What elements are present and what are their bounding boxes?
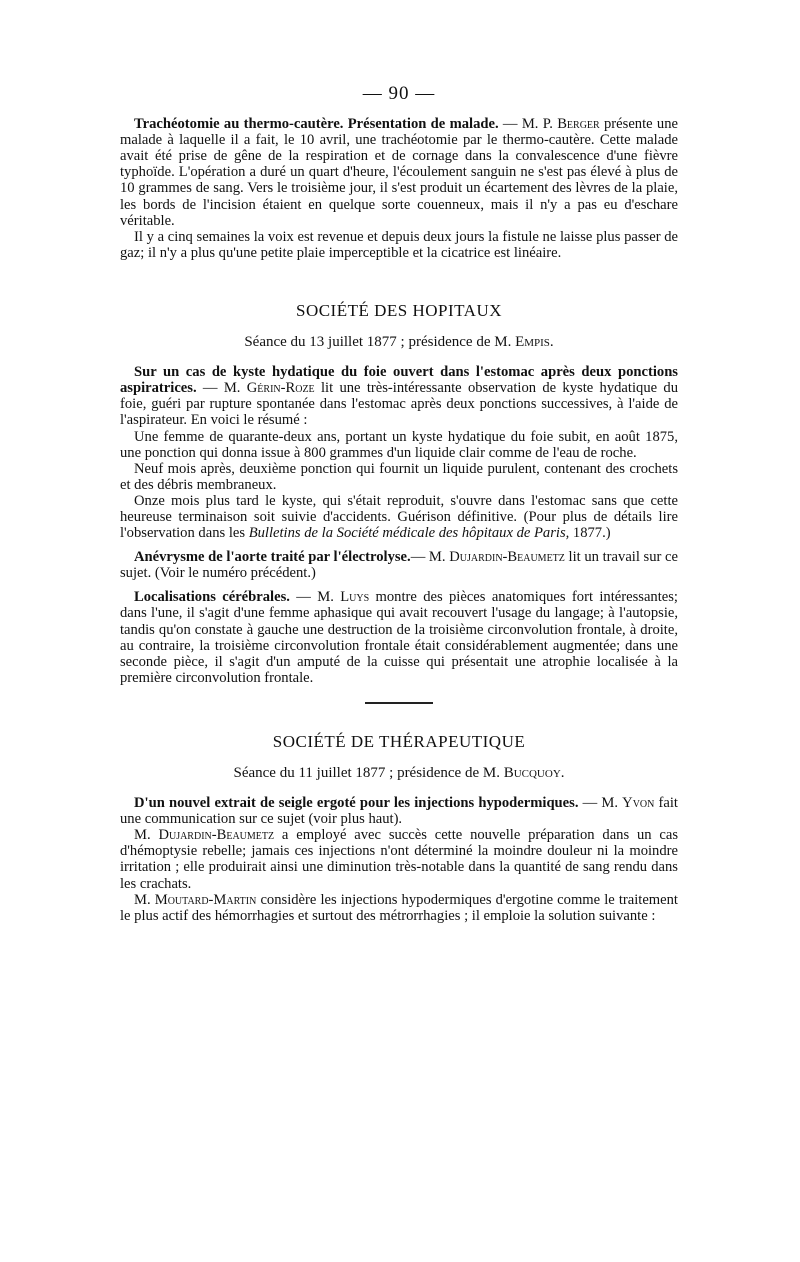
paragraph: M. Dujardin-Beaumetz a employé avec succès cette nouvelle préparation dans un cas d'hémoptysie rebelle; jamais ces injections n'ont déterminé la moindre douleur ni la moindre irritation ; elle produirait ainsi une diminution très-notable dans la quantité de sang rendu dans les crachats.: [120, 827, 678, 892]
paragraph: Il y a cinq semaines la voix est revenue et depuis deux jours la fistule ne laisse plus passer de gaz; il n'y a plus qu'une petite plaie imperceptible et la cicatrice est linéaire.: [120, 228, 678, 261]
paragraph-localisations: Localisations cérébrales. — M. Luys montre des pièces anatomiques fort intéressantes; dans l'une, il s'agit d'une femme aphasique qui avait recouvert l'usage du langage; à l'autopsie, tandis qu'on constate à gauche une destruction de la troisième circonvolution frontale, à droite, au contraire, la troisième circonvolution frontale était considérablement augmentée; dans une seconde pièce, il s'agit d'un amputé de la cuisse qui présentait une atrophie localisée à la première circonvolution frontale.: [120, 589, 678, 686]
president-name: Empis: [515, 334, 550, 351]
document-page: [120, 83, 678, 924]
paragraph-seigle: D'un nouvel extrait de seigle ergoté pour les injections hypodermiques. — M. Yvon fait une communication sur ce sujet (voir plus haut).: [120, 795, 678, 828]
article-title: Sur un cas de kyste hydatique du foie ouvert dans l'estomac après deux ponctions aspiratrices.: [120, 364, 678, 397]
page-number: — 90 —: [362, 83, 436, 104]
paragraph: Onze mois plus tard le kyste, qui s'était reproduit, s'ouvre dans l'estomac sans que cette heureuse terminaison soit suivie d'accidents. Guérison définitive. (Pour plus de détails lire l'observation dans les Bulletins de la Société médicale des hôpitaux de Paris, 1877.): [120, 492, 678, 542]
seance-line: Séance du 13 juillet 1877 ; présidence de M. Empis.: [244, 334, 554, 351]
paragraph-kyste: Sur un cas de kyste hydatique du foie ouvert dans l'estomac après deux ponctions aspiratrices. — M. Gérin-Roze lit une très-intéressante observation de kyste hydatique du foie, guéri par rupture spontanée dans l'estomac après deux ponctions successives, à l'aide de l'aspirateur. En voici le résumé :: [120, 364, 678, 429]
seance-line: Séance du 11 juillet 1877 ; présidence de M. Bucquoy.: [233, 765, 565, 781]
paragraph: Neuf mois après, deuxième ponction qui fournit un liquide purulent, contenant des crochets et des débris membraneux.: [120, 460, 678, 493]
paragraph: Une femme de quarante-deux ans, portant un kyste hydatique du foie subit, en août 1875, une ponction qui donna issue à 800 grammes d'un liquide clair comme de l'eau de roche.: [120, 428, 678, 461]
author-name: Yvon: [622, 795, 655, 812]
article-title: Anévrysme de l'aorte traité par l'électrolyse.: [134, 549, 411, 566]
article-title: Localisations cérébrales.: [134, 589, 290, 606]
article-title: Trachéotomie au thermo-cautère. Présentation de malade.: [134, 116, 499, 133]
president-name: Bucquoy: [503, 765, 561, 781]
author-name: Dujardin-Beaumetz: [158, 827, 275, 844]
author-name: Berger: [557, 116, 600, 133]
author-name: Luys: [340, 589, 370, 606]
paragraph: M. Moutard-Martin considère les injections hypodermiques d'ergotine comme le traitement le plus actif des hémorrhagies et surtout des métrorrhagies ; il emploie la solution suivante :: [120, 891, 678, 924]
article-title: D'un nouvel extrait de seigle ergoté pour les injections hypodermiques.: [134, 795, 579, 812]
author-name: Gérin-Roze: [246, 380, 315, 397]
author-name: Dujardin-Beaumetz: [449, 549, 565, 566]
paragraph-tracheotomie: Trachéotomie au thermo-cautère. Présentation de malade. — M. P. Berger présente une malade à laquelle il a fait, le 10 avril, une trachéotomie par le thermo-cautère. Cette malade avait été prise de gêne de la respiration et de cornage dans la convalescence d'une fièvre typhoïde. L'opération a duré un quart d'heure, l'écoulement sanguin ne s'est pas élevé à plus de 10 grammes de sang. Vers le troisième jour, il s'est produit un écartement des lèvres de la plaie, les bords de l'incision étaient en quelque sorte couenneux, mais il n'y a pas eu d'eschare véritable.: [120, 116, 678, 229]
section-heading-therapeutique: SOCIÉTÉ DE THÉRAPEUTIQUE: [272, 731, 526, 751]
author-name: Moutard-Martin: [154, 891, 257, 908]
section-heading-hopitaux: SOCIÉTÉ DES HOPITAUX: [295, 300, 503, 320]
bulletin-citation: Bulletins de la Société médicale des hôpitaux de Paris,: [248, 525, 570, 542]
paragraph-anevrysme: Anévrysme de l'aorte traité par l'électrolyse.— M. Dujardin-Beaumetz lit un travail sur ce sujet. (Voir le numéro précédent.): [120, 549, 678, 582]
